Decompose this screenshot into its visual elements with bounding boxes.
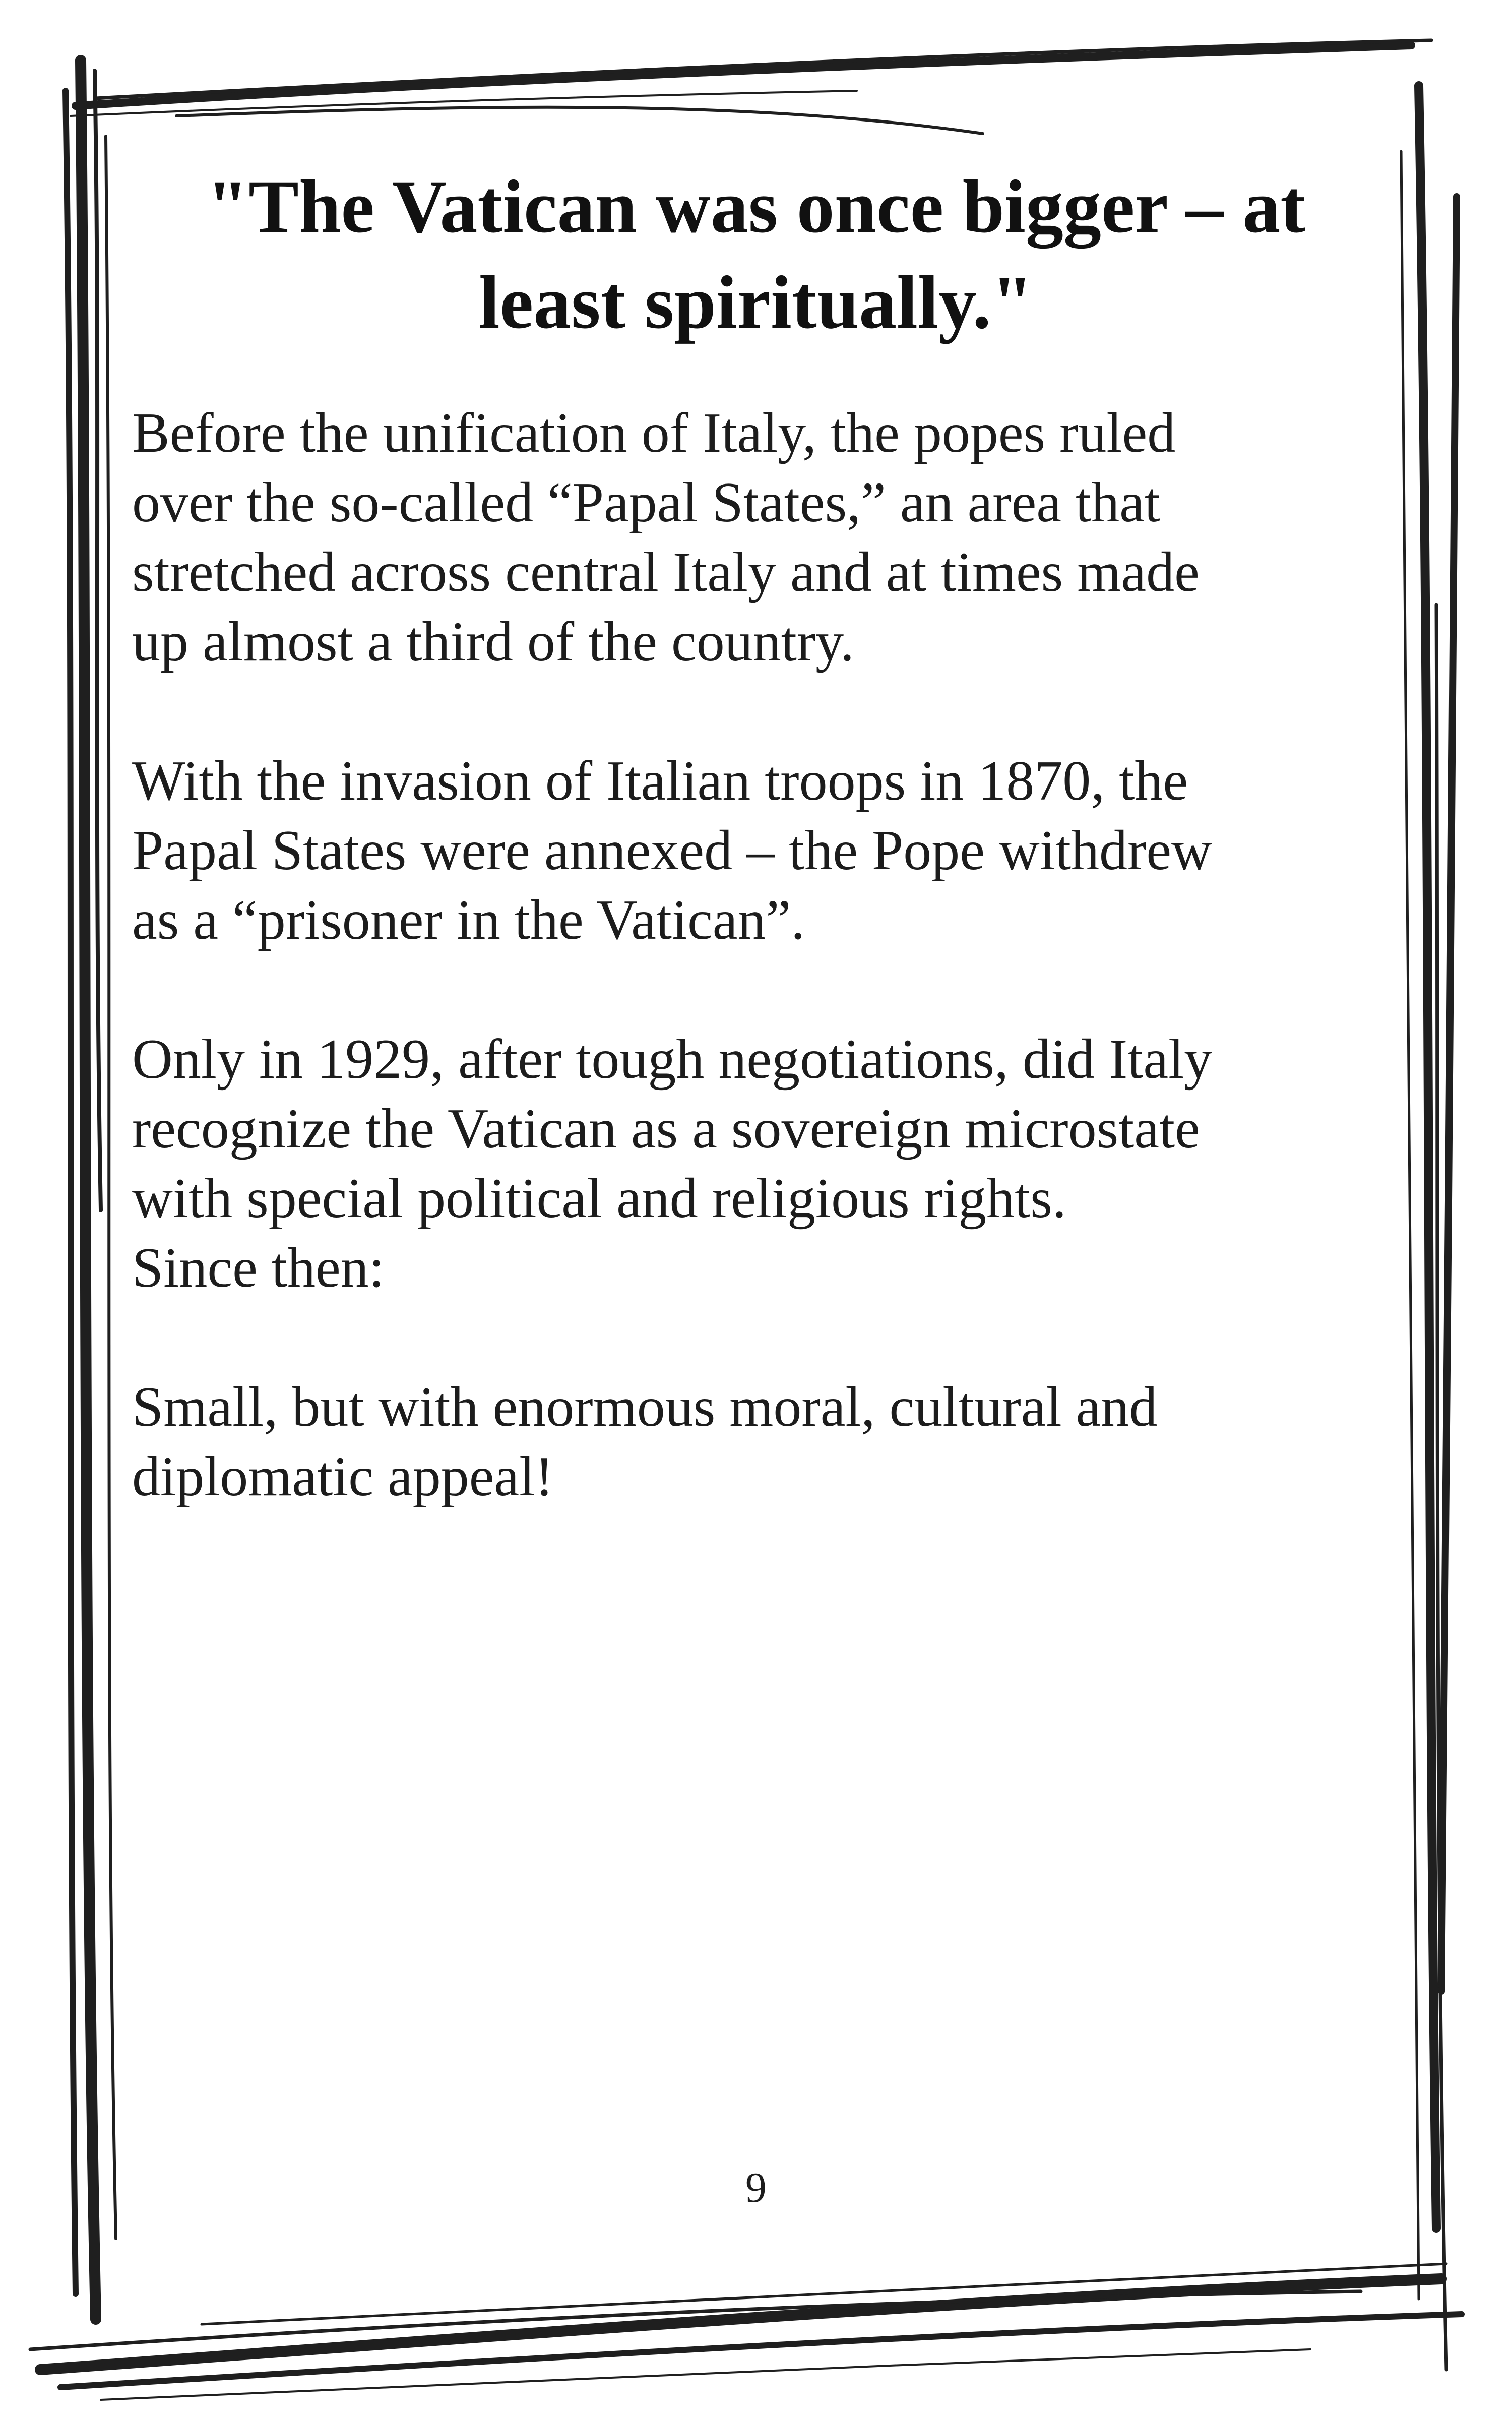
- text-line: Only in 1929, after tough negotiations, did Italy: [132, 1028, 1213, 1091]
- page-number: 9: [745, 2164, 767, 2211]
- text-line: Papal States were annexed – the Pope withdrew: [132, 819, 1212, 882]
- title-line: "The Vatican was once bigger – at: [206, 165, 1306, 249]
- text-line: With the invasion of Italian troops in 1870, the: [132, 750, 1188, 812]
- page-title: [146, 159, 1366, 350]
- text-line: with special political and religious rights.: [132, 1167, 1066, 1230]
- paragraph-conclusion: [132, 1372, 1402, 1511]
- text-line: Before the unification of Italy, the popes ruled: [132, 402, 1176, 464]
- title-line: least spiritually.": [478, 261, 1034, 344]
- paragraph-papal-states: [132, 398, 1402, 677]
- text-line: as a “prisoner in the Vatican”.: [132, 889, 805, 951]
- text-line: Since then:: [132, 1237, 385, 1299]
- text-line: over the so-called “Papal States,” an area that: [132, 471, 1160, 534]
- text-line: recognize the Vatican as a sovereign microstate: [132, 1098, 1200, 1160]
- paragraph-1929-recognition: [132, 1024, 1402, 1303]
- text-line: stretched across central Italy and at times made: [132, 541, 1200, 603]
- text-line: up almost a third of the country.: [132, 611, 854, 673]
- paragraph-invasion-1870: [132, 746, 1402, 955]
- body-text: [132, 398, 1402, 1581]
- text-line: diplomatic appeal!: [132, 1445, 554, 1508]
- text-line: Small, but with enormous moral, cultural and: [132, 1376, 1158, 1438]
